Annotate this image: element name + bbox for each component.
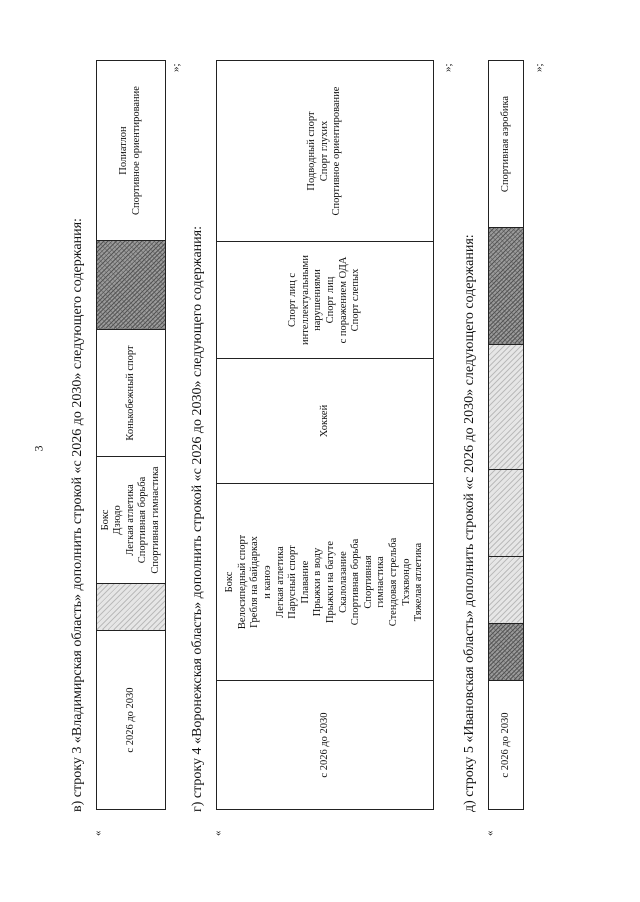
table-g [216, 60, 434, 810]
page-number: 3 [31, 445, 46, 452]
sports-cell-d: Спорт лиц с интеллектуальными нарушениями Спорт лиц с поражением ОДА Спорт слепых [217, 242, 434, 359]
sports-cell-a: Бокс Велосипедный спорт Гребля на байдарках и каноэ Легкая атлетика Парусный спорт Плавание Прыжки в воду Прыжки на батуте Скалолазание Спортивная борьба Спортивная гимнастика Стендовая стрельба Тхэквондо Тяжелая атлетика [217, 484, 434, 681]
open-quote-v: « [92, 830, 104, 836]
empty-cell [97, 584, 166, 631]
open-quote-d: « [484, 830, 496, 836]
shaded-cell [489, 624, 524, 681]
sports-cell-c: Полиатлон Спортивное ориентирование [97, 61, 166, 241]
shaded-cell [489, 557, 524, 624]
sports-cell-c: Спортивная аэробика [489, 61, 524, 228]
shaded-cell [489, 345, 524, 470]
shaded-cell [97, 241, 166, 330]
shaded-cell [489, 228, 524, 345]
period-cell: с 2026 до 2030 [97, 631, 166, 810]
table-v [96, 60, 166, 810]
table-d [488, 60, 524, 810]
open-quote-g: « [212, 830, 224, 836]
close-quote-d: »; [533, 63, 545, 72]
sports-cell-c: Подводный спорт Спорт глухих Спортивное ориентирование [217, 61, 434, 242]
sports-cell-b: Конькобежный спорт [97, 330, 166, 457]
period-cell: с 2026 до 2030 [489, 681, 524, 810]
sports-cell-b: Хоккей [217, 359, 434, 484]
sports-cell-a: Бокс Дзюдо Легкая атлетика Спортивная борьба Спортивная гимнастика [97, 457, 166, 584]
period-cell: с 2026 до 2030 [217, 681, 434, 810]
shaded-cell [489, 470, 524, 557]
close-quote-v: »; [170, 63, 182, 72]
close-quote-g: »; [442, 63, 454, 72]
section-heading-d: д) строку 5 «Ивановская область» дополнить строкой «с 2026 до 2030» следующего содержания: [462, 234, 477, 812]
section-heading-g: г) строку 4 «Воронежская область» дополнить строкой «с 2026 до 2030» следующего содержания: [190, 226, 205, 812]
section-heading-v: в) строку 3 «Владимирская область» дополнить строкой «с 2026 до 2030» следующего содержания: [70, 218, 85, 812]
